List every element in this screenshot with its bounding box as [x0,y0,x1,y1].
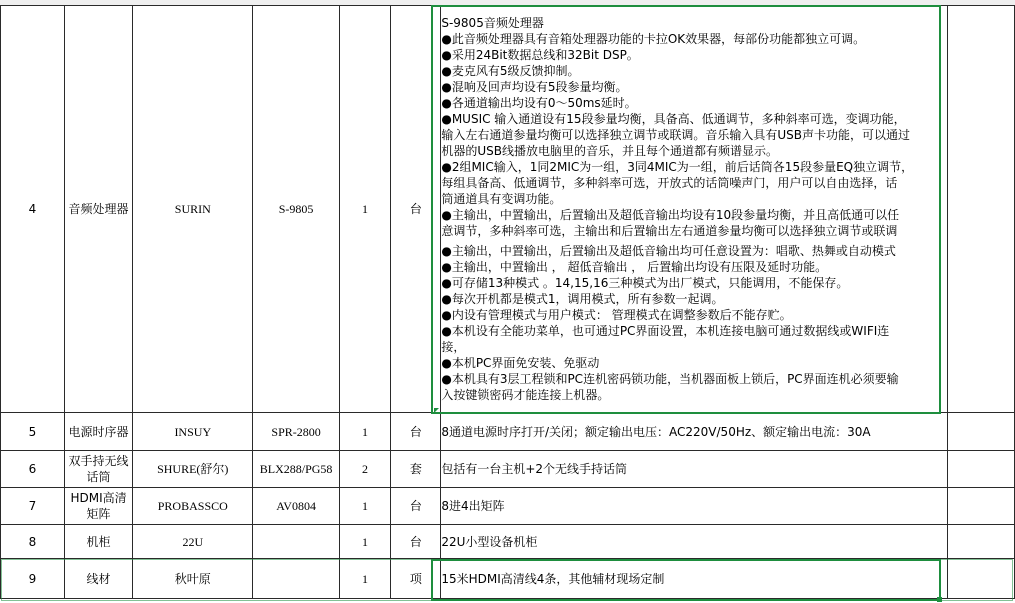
spreadsheet-table [0,5,1015,599]
item-name-cell[interactable]: 双手持无线话筒 [65,451,133,488]
item-no-cell[interactable]: 8 [1,525,65,559]
model-cell[interactable] [253,559,339,599]
model-cell[interactable]: SPR-2800 [253,413,339,451]
quantity-cell[interactable]: 1 [339,488,391,525]
unit-cell[interactable]: 台 [391,488,441,525]
quantity-cell[interactable]: 1 [339,525,391,559]
item-name-cell[interactable]: 线材 [65,559,133,599]
description-line: 8通道电源时序打开/关闭；额定输出电压：AC220V/50Hz、额定输出电流：30A [441,424,871,439]
description-line: ●每次开机都是模式1，调用模式，所有参数一起调。 [441,292,724,306]
empty-cell[interactable] [947,451,1014,488]
description-line: 输入左右通道参量均衡可以选择独立调节或联调。音乐输入具有USB声卡功能，可以通过 [441,128,910,142]
item-no-cell[interactable]: 4 [1,6,65,413]
item-name-cell[interactable]: 音频处理器 [65,6,133,413]
unit-cell[interactable]: 台 [391,6,441,413]
quantity-cell[interactable]: 2 [339,451,391,488]
description-line: ●采用24Bit数据总线和32Bit DSP。 [441,48,639,62]
description-line: 8进4出矩阵 [441,499,505,513]
brand-cell[interactable]: SHURE(舒尔) [133,451,253,488]
item-no-cell[interactable]: 7 [1,488,65,525]
description-line: ●本机PC界面免安装、免驱动 [441,356,600,370]
brand-cell[interactable]: INSUY [133,413,253,451]
fill-handle[interactable] [937,597,942,602]
empty-cell[interactable] [947,413,1014,451]
table-row [1,559,1015,599]
description-cell[interactable] [441,6,947,413]
unit-cell[interactable]: 套 [391,451,441,488]
unit-cell[interactable]: 台 [391,413,441,451]
item-name-cell[interactable]: HDMI高清矩阵 [65,488,133,525]
brand-cell[interactable]: 22U [133,525,253,559]
description-line: ●可存储13种模式 。14,15,16三种模式为出厂模式，只能调用，不能保存。 [441,276,849,290]
unit-cell[interactable]: 台 [391,525,441,559]
cell-error-marker [434,408,439,413]
quantity-cell[interactable]: 1 [339,6,391,413]
item-no-cell[interactable]: 5 [1,413,65,451]
table-row [1,413,1015,451]
empty-cell[interactable] [947,6,1014,413]
description-line: 22U小型设备机柜 [441,534,538,549]
description-line: 每组具备高、低通调节，多种斜率可选，开放式的话筒噪声门，用户可以自由选择，话 [441,176,898,190]
description-line: ●本机设有全能功菜单，也可通过PC界面设置，本机连接电脑可通过数据线或WIFI连 [441,324,890,338]
table-row [1,6,1015,413]
description-cell[interactable] [441,451,947,488]
description-line: ●混响及回声均设有5段参量均衡。 [441,80,628,94]
table-row [1,525,1015,559]
model-cell[interactable] [253,525,339,559]
description-line: ●此音频处理器具有音箱处理器功能的卡拉OK效果器，每部份功能都独立可调。 [441,32,866,46]
brand-cell[interactable]: 秋叶原 [133,559,253,599]
description-line: ●麦克风有5级反馈抑制。 [441,64,580,78]
unit-cell[interactable]: 项 [391,559,441,599]
empty-cell[interactable] [947,488,1014,525]
description-cell[interactable] [441,413,947,451]
model-cell[interactable]: AV0804 [253,488,339,525]
table-row [1,488,1015,525]
description-line: 包括有一台主机+2个无线手持话筒 [441,462,628,476]
description-cell[interactable] [441,525,947,559]
brand-cell[interactable]: SURIN [133,6,253,413]
quantity-cell[interactable]: 1 [339,559,391,599]
item-no-cell[interactable]: 6 [1,451,65,488]
model-cell[interactable]: BLX288/PG58 [253,451,339,488]
brand-cell[interactable]: PROBASSCO [133,488,253,525]
item-name-cell[interactable]: 机柜 [65,525,133,559]
item-name-cell[interactable]: 电源时序器 [65,413,133,451]
description-line: 筒通道具有变调功能。 [441,192,562,206]
model-cell[interactable]: S-9805 [253,6,339,413]
description-line: 机器的USB线播放电脑里的音乐，并且每个通道都有频谱显示。 [441,144,778,158]
quantity-cell[interactable]: 1 [339,413,391,451]
description-line: 接， [441,340,466,354]
description-line: ●内设有管理模式与用户模式： 管理模式在调整参数后不能存贮。 [441,308,792,322]
description-line: 入按键锁密码才能连接上机器。 [441,388,610,402]
description-line: ●主输出，中置输出，后置输出及超低音输出均设有10段参量均衡，并且高低通可以任 [441,208,900,222]
description-line: ●主输出，中置输出 ， 超低音输出 ， 后置输出均设有压限及延时功能。 [441,260,828,274]
description-line: 意调节，多种斜率可选，主输出和后置输出左右通道参量均衡可以选择独立调节或联调 [441,224,898,238]
description-line: S-9805音频处理器 [441,16,544,30]
description-line: ●主输出，中置输出，后置输出及超低音输出均可任意设置为：唱歌、热舞或自动模式 [441,244,896,258]
table-row [1,451,1015,488]
item-no-cell[interactable]: 9 [1,559,65,599]
description-cell[interactable] [441,488,947,525]
description-cell[interactable] [441,559,947,599]
description-line: ●MUSIC 输入通道设有15段参量均衡，具备高、低通调节，多种斜率可选，变调功能， [441,112,906,126]
empty-cell[interactable] [947,559,1014,599]
description-line: ●本机具有3层工程锁和PC连机密码锁功能，当机器面板上锁后，PC界面连机必须要输 [441,372,899,386]
empty-cell[interactable] [947,525,1014,559]
description-line: 15米HDMI高清线4条，其他辅材现场定制 [441,571,665,586]
description-line: ●各通道输出均设有0～50ms延时。 [441,96,637,110]
description-line: ●2组MIC输入，1同2MIC为一组，3同4MIC为一组，前后话筒各15段参量EQ独立调节， [441,160,914,174]
